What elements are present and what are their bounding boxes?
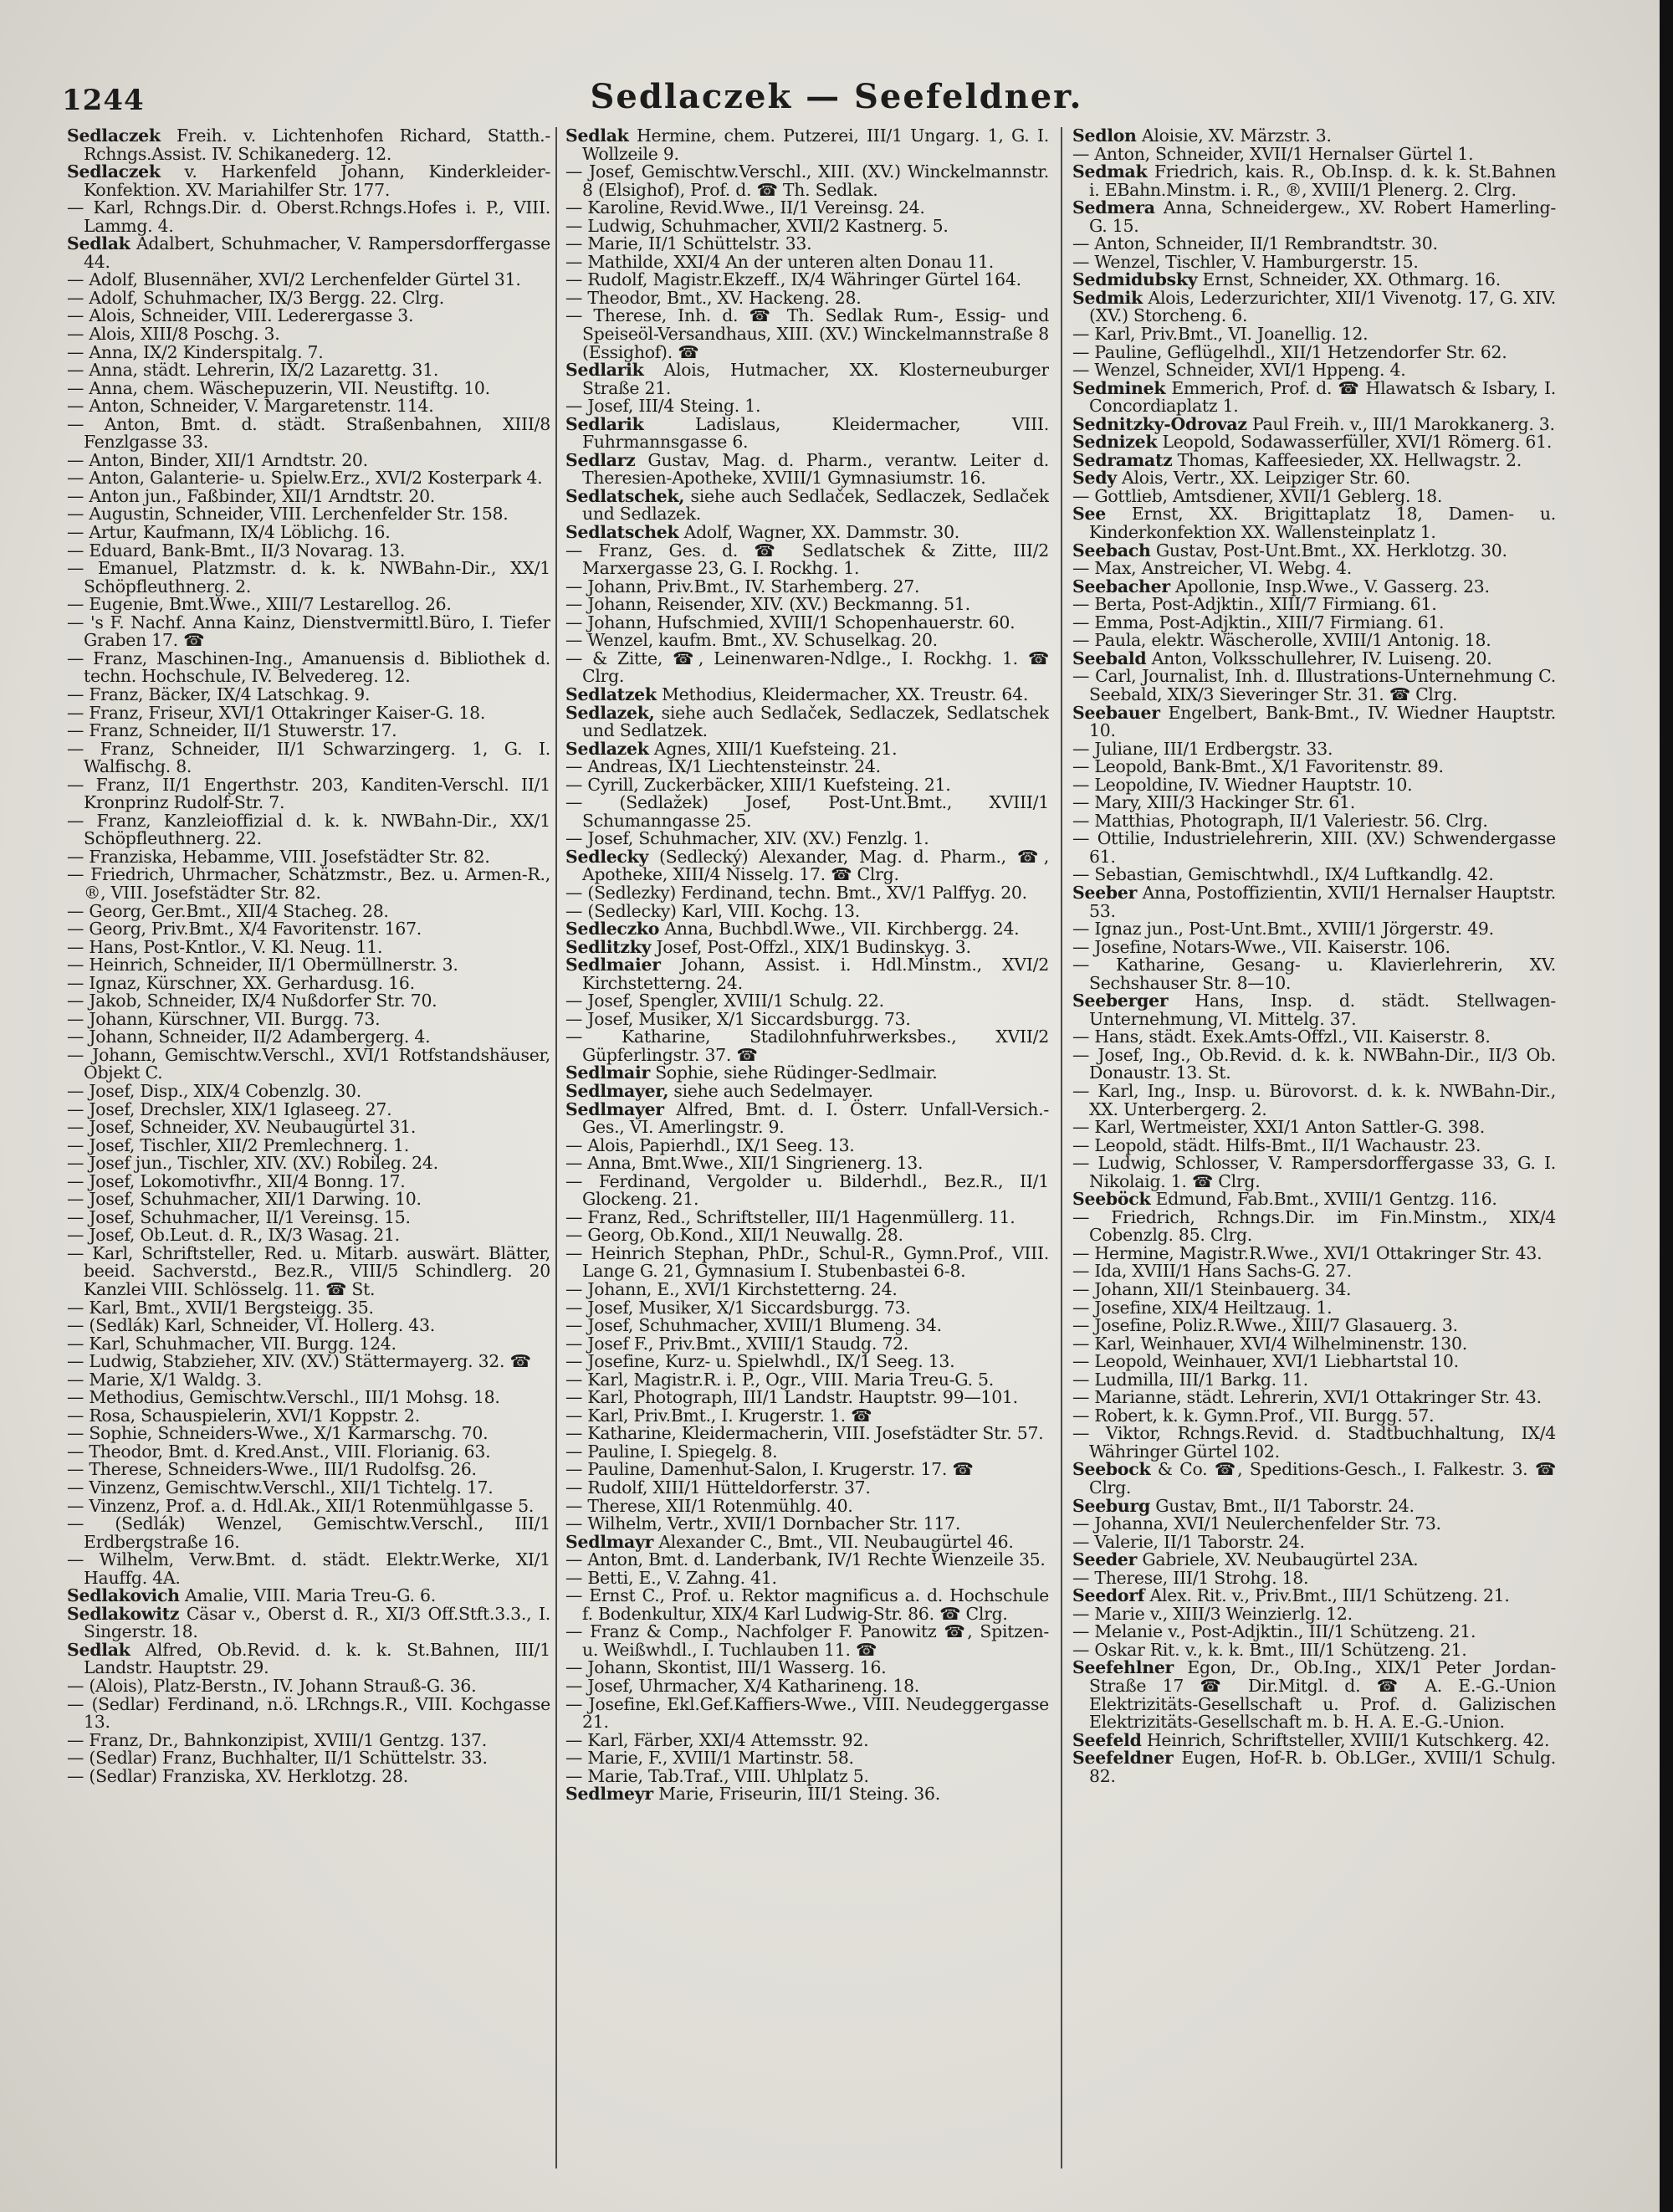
entry-headword: Sedlakowitz bbox=[67, 1603, 180, 1624]
directory-entry: — Ludmilla, III/1 Barkg. 11. bbox=[1072, 1369, 1308, 1390]
directory-entry: — Josefine, XIX/4 Heiltzaug. 1. bbox=[1072, 1297, 1333, 1318]
directory-entry: — Heinrich, Schneider, II/1 Obermüllnerstr. 3. bbox=[67, 955, 458, 975]
directory-entry: — Franz, Bäcker, IX/4 Latschkag. 9. bbox=[67, 684, 371, 704]
directory-entry: — Karl, Weinhauer, XVI/4 Wilhelminenstr. 130. bbox=[1072, 1333, 1467, 1354]
directory-entry: — Katharine, Kleidermacherin, VIII. Josefstädter Str. 57. bbox=[565, 1423, 1044, 1444]
directory-entry: Seebald Anton, Volksschullehrer, IV. Luiseng. 20. bbox=[1072, 648, 1492, 668]
directory-entry: — Heinrich Stephan, PhDr., Schul-R., Gymn.Prof., VIII. Lange G. 21, Gymnasium I. Stubenbastei 6-8. bbox=[565, 1242, 1049, 1282]
entry-headword: Seebock bbox=[1072, 1459, 1151, 1480]
directory-entry: — Juliane, III/1 Erdbergstr. 33. bbox=[1072, 738, 1333, 759]
directory-entry: — Georg, Priv.Bmt., X/4 Favoritenstr. 167. bbox=[67, 919, 422, 940]
directory-entry: Seebock & Co. ☎, Speditions-Gesch., I. Falkestr. 3. ☎ Clrg. bbox=[1072, 1459, 1556, 1498]
directory-entry: Seeberger Hans, Insp. d. städt. Stellwagen-Unternehmung, VI. Mittelg. 37. bbox=[1072, 991, 1556, 1029]
directory-entry: — Andreas, IX/1 Liechtensteinstr. 24. bbox=[565, 756, 881, 777]
entry-headword: Sedlmaier bbox=[565, 955, 661, 975]
directory-entry: — Anton, Schneider, II/1 Rembrandtstr. 30. bbox=[1072, 233, 1438, 254]
directory-entry: — Josef, Uhrmacher, X/4 Katharineng. 18. bbox=[565, 1676, 920, 1697]
directory-entry: — Leopold, Bank-Bmt., X/1 Favoritenstr. 89. bbox=[1072, 756, 1444, 777]
directory-entry: Sedlakowitz Cäsar v., Oberst d. R., XI/3 Off.Stft.3.3., I. Singerstr. 18. bbox=[67, 1603, 550, 1642]
directory-entry: Sedlaczek Freih. v. Lichtenhofen Richard, Statth.-Rchngs.Assist. IV. Schikanederg. 12. bbox=[67, 127, 550, 164]
directory-entry: — Johann, Hufschmied, XVIII/1 Schopenhauerstr. 60. bbox=[565, 612, 1016, 632]
directory-entry: Sedlmeyr Marie, Friseurin, III/1 Steing. 36. bbox=[565, 1784, 940, 1805]
directory-entry: Sedlak Alfred, Ob.Revid. d. k. k. St.Bahnen, III/1 Landstr. Hauptstr. 29. bbox=[67, 1639, 550, 1678]
directory-entry: Sedlatschek Adolf, Wagner, XX. Dammstr. 30. bbox=[565, 522, 960, 543]
entry-headword: Sednitzky-Odrovaz bbox=[1072, 413, 1247, 434]
directory-entry: — Josef, Spengler, XVIII/1 Schulg. 22. bbox=[565, 991, 884, 1011]
directory-entry: — Adolf, Blusennäher, XVI/2 Lerchenfelder Gürtel 31. bbox=[67, 269, 521, 290]
directory-entry: — Johanna, XVI/1 Neulerchenfelder Str. 73. bbox=[1072, 1513, 1441, 1534]
directory-entry: Sedlak Hermine, chem. Putzerei, III/1 Ungarg. 1, G. I. Wollzeile 9. bbox=[565, 127, 1049, 164]
directory-entry: — Anton, Binder, XII/1 Arndtstr. 20. bbox=[67, 449, 368, 470]
directory-entry: See Ernst, XX. Brigittaplatz 18, Damen- u. Kinderkonfektion XX. Wallensteinplatz 1. bbox=[1072, 504, 1556, 543]
entry-headword: Sedleczko bbox=[565, 919, 660, 940]
directory-entry: — Josef, III/4 Steing. 1. bbox=[565, 396, 761, 417]
directory-entry: — Johann, Schneider, II/2 Adambergerg. 4. bbox=[67, 1027, 431, 1047]
directory-entry: — Ernst C., Prof. u. Rektor magnificus a. d. Hochschule f. Bodenkultur, XIX/4 Karl Ludwig-Str. 86. ☎ Clrg. bbox=[565, 1585, 1049, 1624]
directory-entry: — Franziska, Hebamme, VIII. Josefstädter Str. 82. bbox=[67, 846, 490, 867]
directory-entry: — Anton jun., Faßbinder, XII/1 Arndtstr. 20. bbox=[67, 485, 436, 506]
directory-entry: — Josef, Schuhmacher, XVIII/1 Blumeng. 34. bbox=[565, 1315, 942, 1336]
directory-entry: — Josef, Drechsler, XIX/1 Iglaseeg. 27. bbox=[67, 1098, 392, 1119]
column-divider bbox=[555, 127, 557, 2168]
directory-entry: Sedlmair Sophie, siehe Rüdinger-Sedlmair. bbox=[565, 1062, 938, 1083]
entry-column-right bbox=[1072, 127, 1556, 2185]
directory-entry: Seefehlner Egon, Dr., Ob.Ing., XIX/1 Peter Jordan-Straße 17 ☎ Dir.Mitgl. d. ☎ A. E.-G.-Union Elektrizitäts-Gesellschaft u. Prof. d. Galizischen Elektrizitäts-Gesellschaft m. b. H. A. E.-G.-Union. bbox=[1072, 1657, 1556, 1733]
directory-entry: — Hans, städt. Exek.Amts-Offzl., VII. Kaiserstr. 8. bbox=[1072, 1027, 1491, 1047]
directory-entry: Seebacher Apollonie, Insp.Wwe., V. Gasserg. 23. bbox=[1072, 576, 1490, 597]
directory-entry: Seeber Anna, Postoffizientin, XVII/1 Hernalser Hauptstr. 53. bbox=[1072, 882, 1556, 921]
directory-entry: — Friedrich, Uhrmacher, Schätzmstr., Bez. u. Armen-R., ®, VIII. Josefstädter Str. 82. bbox=[67, 864, 550, 903]
directory-entry: — Wenzel, Schneider, XVI/1 Hppeng. 4. bbox=[1072, 360, 1406, 381]
directory-entry: — Josef, Schuhmacher, XII/1 Darwing. 10. bbox=[67, 1189, 422, 1210]
directory-entry: — Josef, Schuhmacher, XIV. (XV.) Fenzlg. 1. bbox=[565, 828, 929, 849]
directory-entry: — Robert, k. k. Gymn.Prof., VII. Burgg. 57. bbox=[1072, 1405, 1435, 1426]
entry-headword: Seeder bbox=[1072, 1549, 1138, 1570]
directory-entry: — Georg, Ger.Bmt., XII/4 Stacheg. 28. bbox=[67, 900, 389, 921]
directory-entry: Sedy Alois, Vertr., XX. Leipziger Str. 60. bbox=[1072, 468, 1410, 489]
directory-entry: — Anna, chem. Wäschepuzerin, VII. Neustiftg. 10. bbox=[67, 377, 490, 398]
entry-headword: Seeber bbox=[1072, 882, 1138, 903]
directory-entry: — Anna, Bmt.Wwe., XII/1 Singrienerg. 13. bbox=[565, 1153, 923, 1174]
entry-headword: Sedlazek, bbox=[565, 702, 655, 723]
directory-entry: — Wilhelm, Verw.Bmt. d. städt. Elektr.Werke, XI/1 Hauffg. 4A. bbox=[67, 1549, 550, 1588]
entry-headword: Sedlatschek bbox=[565, 522, 679, 543]
directory-entry: — Josef, Tischler, XII/2 Premlechnerg. 1. bbox=[67, 1134, 409, 1155]
directory-entry: — (Sedlecky) Karl, VIII. Kochg. 13. bbox=[565, 900, 860, 921]
directory-entry: — Karl, Schriftsteller, Red. u. Mitarb. auswärt. Blätter, beeid. Sachverstd., Bez.R., VIII/5 Schindlerg. 20 Kanzlei VIII. Schlösselg. 11. ☎ St. bbox=[67, 1242, 550, 1299]
directory-entry: — Gottlieb, Amtsdiener, XVII/1 Geblerg. 18. bbox=[1072, 485, 1443, 506]
entry-headword: Sedlatschek, bbox=[565, 485, 685, 506]
directory-entry: — Carl, Journalist, Inh. d. Illustrations-Unternehmung C. Seebald, XIX/3 Sieveringer Str. 31. ☎ Clrg. bbox=[1072, 666, 1556, 704]
directory-entry: — Therese, Schneiders-Wwe., III/1 Rudolfsg. 26. bbox=[67, 1459, 477, 1480]
directory-entry: — Pauline, I. Spiegelg. 8. bbox=[565, 1441, 778, 1462]
directory-entry: — Mathilde, XXI/4 An der unteren alten Donau 11. bbox=[565, 251, 994, 272]
directory-entry: Sedlitzky Josef, Post-Offzl., XIX/1 Budinskyg. 3. bbox=[565, 936, 971, 957]
directory-entry: — Franz, Ges. d. ☎ Sedlatschek & Zitte, III/2 Marxergasse 23, G. I. Rockhg. 1. bbox=[565, 540, 1049, 579]
entry-headword: Sedmera bbox=[1072, 197, 1155, 218]
directory-entry: — Johann, Priv.Bmt., IV. Starhemberg. 27. bbox=[565, 576, 920, 597]
directory-entry: — Artur, Kaufmann, IX/4 Löblichg. 16. bbox=[67, 522, 391, 543]
entry-headword: See bbox=[1072, 504, 1106, 525]
directory-entry: — Viktor, Rchngs.Revid. d. Stadtbuchhaltung, IX/4 Währinger Gürtel 102. bbox=[1072, 1423, 1556, 1462]
column-divider bbox=[1061, 127, 1062, 2168]
directory-entry: — Sophie, Schneiders-Wwe., X/1 Karmarschg. 70. bbox=[67, 1423, 489, 1444]
entry-headword: Sedmak bbox=[1072, 161, 1148, 182]
directory-entry: — Josef, Schuhmacher, II/1 Vereinsg. 15. bbox=[67, 1206, 411, 1227]
entry-headword: Sedmik bbox=[1072, 287, 1143, 308]
entry-headword: Sednizek bbox=[1072, 432, 1158, 453]
directory-entry: — Karl, Priv.Bmt., VI. Joanellig. 12. bbox=[1072, 324, 1369, 345]
directory-entry: — Josef, Lokomotivfhr., XII/4 Bonng. 17. bbox=[67, 1170, 406, 1191]
directory-entry: — Alois, Schneider, VIII. Lederergasse 3. bbox=[67, 305, 414, 326]
directory-entry: Sednitzky-Odrovaz Paul Freih. v., III/1 Marokkanerg. 3. bbox=[1072, 413, 1555, 434]
entry-headword: Sedlatzek bbox=[565, 684, 657, 704]
directory-entry: — Franz, Maschinen-Ing., Amanuensis d. Bibliothek d. techn. Hochschule, IV. Belvedereg. 12. bbox=[67, 648, 550, 687]
entry-headword: Sedlaczek bbox=[67, 127, 161, 146]
entry-headword: Sedramatz bbox=[1072, 449, 1173, 470]
entry-headword: Sedlak bbox=[565, 127, 629, 146]
directory-entry: — Jakob, Schneider, IX/4 Nußdorfer Str. 70. bbox=[67, 991, 437, 1011]
directory-entry: — (Sedlar) Franziska, XV. Herklotzg. 28. bbox=[67, 1765, 408, 1786]
directory-entry: — Valerie, II/1 Taborstr. 24. bbox=[1072, 1531, 1305, 1552]
directory-entry: — Franz, Schneider, II/1 Schwarzingerg. 1, G. I. Walfischg. 8. bbox=[67, 738, 550, 777]
directory-entry: — Franz & Comp., Nachfolger F. Panowitz ☎, Spitzen- u. Weißwhdl., I. Tuchlauben 11. ☎ bbox=[565, 1621, 1049, 1660]
entry-headword: Seebach bbox=[1072, 540, 1151, 561]
directory-entry: Seebach Gustav, Post-Unt.Bmt., XX. Herklotzg. 30. bbox=[1072, 540, 1507, 561]
directory-entry: — Marie, F., XVIII/1 Martinstr. 58. bbox=[565, 1748, 854, 1769]
directory-entry: Sedlecky (Sedlecký) Alexander, Mag. d. Pharm., ☎, Apotheke, XIII/4 Nisselg. 17. ☎ Clrg. bbox=[565, 846, 1049, 885]
entry-headword: Seebacher bbox=[1072, 576, 1170, 597]
directory-entry: Sedlaczek v. Harkenfeld Johann, Kinderkleider-Konfektion. XV. Mariahilfer Str. 177. bbox=[67, 161, 550, 200]
scan-edge bbox=[1660, 0, 1673, 2212]
entry-headword: Seebald bbox=[1072, 648, 1147, 668]
directory-entry: — Ferdinand, Vergolder u. Bilderhdl., Bez.R., II/1 Glockeng. 21. bbox=[565, 1170, 1049, 1210]
directory-entry: — Rudolf, Magistr.Ekzeff., IX/4 Währinger Gürtel 164. bbox=[565, 269, 1021, 290]
entry-column-left bbox=[67, 127, 550, 2185]
directory-entry: — Josefine, Notars-Wwe., VII. Kaiserstr. 106. bbox=[1072, 936, 1450, 957]
entry-headword: Sedlmayer, bbox=[565, 1080, 669, 1101]
directory-entry: — Anna, IX/2 Kinderspitalg. 7. bbox=[67, 341, 324, 362]
directory-entry: — Franz, Schneider, II/1 Stuwerstr. 17. bbox=[67, 720, 397, 741]
directory-entry: — Wilhelm, Vertr., XVII/1 Dornbacher Str. 117. bbox=[565, 1513, 961, 1534]
directory-entry: — Leopold, Weinhauer, XVI/1 Liebhartstal 10. bbox=[1072, 1351, 1459, 1372]
directory-entry: — (Alois), Platz-Berstn., IV. Johann Strauß-G. 36. bbox=[67, 1676, 477, 1697]
directory-entry: — Josef jun., Tischler, XIV. (XV.) Robileg. 24. bbox=[67, 1153, 438, 1174]
directory-entry: — Marie, II/1 Schüttelstr. 33. bbox=[565, 233, 812, 254]
directory-entry: Sedmik Alois, Lederzurichter, XII/1 Vivenotg. 17, G. XIV. (XV.) Storcheng. 6. bbox=[1072, 287, 1556, 326]
directory-entry: Seefeldner Eugen, Hof-R. b. Ob.LGer., XVIII/1 Schulg. 82. bbox=[1072, 1748, 1556, 1786]
directory-entry: — Johann, Reisender, XIV. (XV.) Beckmanng. 51. bbox=[565, 594, 970, 615]
directory-entry: — Wenzel, kaufm. Bmt., XV. Schuselkag. 20. bbox=[565, 630, 938, 651]
directory-entry: — Anton, Bmt. d. Landerbank, IV/1 Rechte Wienzeile 35. bbox=[565, 1549, 1046, 1570]
directory-entry: — Anton, Bmt. d. städt. Straßenbahnen, XIII/8 Fenzlgasse 33. bbox=[67, 413, 550, 453]
directory-entry: — Josef, Disp., XIX/4 Cobenzlg. 30. bbox=[67, 1080, 361, 1101]
directory-entry: — Karl, Wertmeister, XXI/1 Anton Sattler-G. 398. bbox=[1072, 1117, 1485, 1138]
entry-headword: Seefehlner bbox=[1072, 1657, 1174, 1678]
directory-entry: — Alois, XIII/8 Poschg. 3. bbox=[67, 324, 280, 345]
entry-headword: Seebauer bbox=[1072, 702, 1160, 723]
directory-entry: — Alois, Papierhdl., IX/1 Seeg. 13. bbox=[565, 1134, 855, 1155]
entry-headword: Sedy bbox=[1072, 468, 1117, 489]
directory-entry: Seeburg Gustav, Bmt., II/1 Taborstr. 24. bbox=[1072, 1495, 1415, 1516]
directory-entry: — Franz, Red., Schriftsteller, III/1 Hagenmüllerg. 11. bbox=[565, 1206, 1016, 1227]
directory-entry: — Karl, Färber, XXI/4 Attemsstr. 92. bbox=[565, 1729, 869, 1750]
directory-entry: — Karl, Ing., Insp. u. Bürovorst. d. k. k. NWBahn-Dir., XX. Unterbergerg. 2. bbox=[1072, 1080, 1556, 1119]
directory-entry: Sedlazek Agnes, XIII/1 Kuefsteing. 21. bbox=[565, 738, 898, 759]
directory-entry: — Katharine, Gesang- u. Klavierlehrerin, XV. Sechshauser Str. 8—10. bbox=[1072, 955, 1556, 993]
directory-entry: Sedmak Friedrich, kais. R., Ob.Insp. d. k. k. St.Bahnen i. EBahn.Minstm. i. R., ®, XVIII/1 Plenerg. 2. Clrg. bbox=[1072, 161, 1556, 200]
entry-headword: Sedlon bbox=[1072, 127, 1137, 146]
directory-entry: — Paula, elektr. Wäscherolle, XVIII/1 Antonig. 18. bbox=[1072, 630, 1491, 651]
entry-headword: Sedlak bbox=[67, 233, 130, 254]
directory-entry: — Anton, Galanterie- u. Spielw.Erz., XVI/2 Kosterpark 4. bbox=[67, 468, 543, 489]
entry-headword: Sedlmeyr bbox=[565, 1784, 653, 1805]
directory-entry: — Hans, Post-Kntlor., V. Kl. Neug. 11. bbox=[67, 936, 383, 957]
directory-entry: Sedlmayer, siehe auch Sedelmayer. bbox=[565, 1080, 873, 1101]
directory-entry: — Josef, Musiker, X/1 Siccardsburgg. 73. bbox=[565, 1008, 911, 1029]
directory-entry: Sedlakovich Amalie, VIII. Maria Treu-G. 6. bbox=[67, 1585, 436, 1606]
directory-entry: — Pauline, Damenhut-Salon, I. Krugerstr. 17. ☎ bbox=[565, 1459, 974, 1480]
directory-entry: — Georg, Ob.Kond., XII/1 Neuwallg. 28. bbox=[565, 1225, 903, 1246]
directory-entry: — Rosa, Schauspielerin, XVI/1 Koppstr. 2. bbox=[67, 1405, 420, 1426]
directory-entry: — Berta, Post-Adjktin., XIII/7 Firmiang. 61. bbox=[1072, 594, 1437, 615]
directory-entry: — Eduard, Bank-Bmt., II/3 Novarag. 13. bbox=[67, 540, 406, 561]
directory-entry: — Friedrich, Rchngs.Dir. im Fin.Minstm., XIX/4 Cobenzlg. 85. Clrg. bbox=[1072, 1206, 1556, 1246]
directory-entry: — Franz, Kanzleioffizial d. k. k. NWBahn-Dir., XX/1 Schöpfleuthnerg. 22. bbox=[67, 810, 550, 849]
directory-entry: — Marie v., XIII/3 Weinzierlg. 12. bbox=[1072, 1603, 1353, 1624]
directory-entry: — (Sedlažek) Josef, Post-Unt.Bmt., XVIII/1 Schumanngasse 25. bbox=[565, 792, 1049, 831]
directory-entry: — Therese, Inh. d. ☎ Th. Sedlak Rum-, Essig- und Speiseöl-Versandhaus, XIII. (XV.) Winckelmannstraße 8 (Essighof). ☎ bbox=[565, 305, 1049, 362]
directory-entry: — Anton, Schneider, V. Margaretenstr. 114. bbox=[67, 396, 434, 417]
directory-entry: — Franz, Dr., Bahnkonzipist, XVIII/1 Gentzg. 137. bbox=[67, 1729, 488, 1750]
directory-entry: Seeböck Edmund, Fab.Bmt., XVIII/1 Gentzg. 116. bbox=[1072, 1189, 1497, 1210]
entry-headword: Seeburg bbox=[1072, 1495, 1151, 1516]
directory-entry: — Karl, Rchngs.Dir. d. Oberst.Rchngs.Hofes i. P., VIII. Lammg. 4. bbox=[67, 197, 550, 236]
directory-entry: Sedlmaier Johann, Assist. i. Hdl.Minstm., XVI/2 Kirchstetterng. 24. bbox=[565, 955, 1049, 993]
directory-entry: — Augustin, Schneider, VIII. Lerchenfelder Str. 158. bbox=[67, 504, 509, 525]
entry-headword: Sedlarik bbox=[565, 413, 644, 434]
directory-entry: — Josefine, Poliz.R.Wwe., XIII/7 Glasauerg. 3. bbox=[1072, 1315, 1458, 1336]
entry-headword: Seeböck bbox=[1072, 1189, 1151, 1210]
entry-headword: Seedorf bbox=[1072, 1585, 1145, 1606]
directory-entry: — Wenzel, Tischler, V. Hamburgerstr. 15. bbox=[1072, 251, 1419, 272]
directory-entry: Sedlazek, siehe auch Sedlaček, Sedlaczek, Sedlatschek und Sedlatzek. bbox=[565, 702, 1049, 741]
directory-entry: Seefeld Heinrich, Schriftsteller, XVIII/1 Kutschkerg. 42. bbox=[1072, 1729, 1550, 1750]
directory-entry: — Karoline, Revid.Wwe., II/1 Vereinsg. 24. bbox=[565, 197, 925, 218]
directory-entry: — Katharine, Stadilohnfuhrwerksbes., XVII/2 Güpferlingstr. 37. ☎ bbox=[565, 1027, 1049, 1065]
entry-headword: Sedlak bbox=[67, 1639, 130, 1660]
directory-entry: — Johann, E., XVI/1 Kirchstetterng. 24. bbox=[565, 1279, 898, 1299]
directory-entry: — Emma, Post-Adjktin., XIII/7 Firmiang. 61. bbox=[1072, 612, 1445, 632]
entry-headword: Sedlitzky bbox=[565, 936, 652, 957]
directory-entry: — Rudolf, XIII/1 Hütteldorferstr. 37. bbox=[565, 1477, 871, 1498]
directory-entry: — Mary, XIII/3 Hackinger Str. 61. bbox=[1072, 792, 1355, 813]
directory-entry: — (Sedlar) Franz, Buchhalter, II/1 Schüttelstr. 33. bbox=[67, 1748, 488, 1769]
directory-entry: — Therese, XII/1 Rotenmühlg. 40. bbox=[565, 1495, 853, 1516]
directory-entry: — Sebastian, Gemischtwhdl., IX/4 Luftkandlg. 42. bbox=[1072, 864, 1494, 885]
directory-entry: Sedlarz Gustav, Mag. d. Pharm., verantw. Leiter d. Theresien-Apotheke, XVIII/1 Gymnasiumstr. 16. bbox=[565, 449, 1049, 489]
directory-entry: Sednizek Leopold, Sodawasserfüller, XVI/1 Römerg. 61. bbox=[1072, 432, 1553, 453]
directory-entry: — Vinzenz, Gemischtw.Verschl., XII/1 Tichtelg. 17. bbox=[67, 1477, 494, 1498]
directory-entry: — Josef, Musiker, X/1 Siccardsburgg. 73. bbox=[565, 1297, 911, 1318]
running-head: Sedlaczek — Seefeldner. bbox=[590, 77, 1083, 116]
directory-entry: — Ludwig, Schlosser, V. Rampersdorffergasse 33, G. I. Nikolaig. 1. ☎ Clrg. bbox=[1072, 1153, 1556, 1191]
entry-headword: Sedminek bbox=[1072, 377, 1166, 398]
directory-entry: Sedlmayer Alfred, Bmt. d. I. Österr. Unfall-Versich.-Ges., VI. Amerlingstr. 9. bbox=[565, 1098, 1049, 1138]
directory-entry: — (Sedlar) Ferdinand, n.ö. LRchngs.R., VIII. Kochgasse 13. bbox=[67, 1693, 550, 1733]
directory-entry: — Emanuel, Platzmstr. d. k. k. NWBahn-Dir., XX/1 Schöpfleuthnerg. 2. bbox=[67, 558, 550, 597]
directory-entry: — & Zitte, ☎, Leinenwaren-Ndlge., I. Rockhg. 1. ☎ Clrg. bbox=[565, 648, 1049, 687]
directory-entry: Sedmidubsky Ernst, Schneider, XX. Othmarg. 16. bbox=[1072, 269, 1501, 290]
directory-entry: — Marianne, städt. Lehrerin, XVI/1 Ottakringer Str. 43. bbox=[1072, 1387, 1542, 1408]
entry-headword: Sedlarz bbox=[565, 449, 636, 470]
page-number: 1244 bbox=[62, 84, 145, 117]
directory-entry: Seeder Gabriele, XV. Neubaugürtel 23A. bbox=[1072, 1549, 1419, 1570]
directory-entry: Sedlak Adalbert, Schuhmacher, V. Rampersdorffergasse 44. bbox=[67, 233, 550, 272]
directory-entry: — Adolf, Schuhmacher, IX/3 Bergg. 22. Clrg. bbox=[67, 287, 444, 308]
directory-entry: Seedorf Alex. Rit. v., Priv.Bmt., III/1 Schützeng. 21. bbox=[1072, 1585, 1510, 1606]
entry-headword: Sedlazek bbox=[565, 738, 649, 759]
directory-entry: Sedlmayr Alexander C., Bmt., VII. Neubaugürtel 46. bbox=[565, 1531, 1014, 1552]
directory-entry: Sedlatschek, siehe auch Sedlaček, Sedlaczek, Sedlaček und Sedlazek. bbox=[565, 485, 1049, 525]
directory-entry: — Vinzenz, Prof. a. d. Hdl.Ak., XII/1 Rotenmühlgasse 5. bbox=[67, 1495, 535, 1516]
entry-headword: Sedlarik bbox=[565, 360, 644, 381]
directory-entry: — Josef F., Priv.Bmt., XVIII/1 Staudg. 72. bbox=[565, 1333, 909, 1354]
entry-headword: Sedlakovich bbox=[67, 1585, 180, 1606]
directory-entry: — Ludwig, Stabzieher, XIV. (XV.) Stättermayerg. 32. ☎ bbox=[67, 1351, 531, 1372]
directory-entry: — Josef, Ob.Leut. d. R., IX/3 Wasag. 21. bbox=[67, 1225, 400, 1246]
entry-headword: Seefeld bbox=[1072, 1729, 1142, 1750]
directory-entry: — Eugenie, Bmt.Wwe., XIII/7 Lestarellog. 26. bbox=[67, 594, 452, 615]
entry-headword: Seeberger bbox=[1072, 991, 1169, 1011]
directory-entry: — Franz, Friseur, XVI/1 Ottakringer Kaiser-G. 18. bbox=[67, 702, 486, 723]
directory-entry: Sedminek Emmerich, Prof. d. ☎ Hlawatsch & Isbary, I. Concordiaplatz 1. bbox=[1072, 377, 1556, 417]
directory-entry: — Karl, Photograph, III/1 Landstr. Hauptstr. 99—101. bbox=[565, 1387, 1018, 1408]
directory-entry: — (Sedlák) Karl, Schneider, VI. Hollerg. 43. bbox=[67, 1315, 435, 1336]
directory-entry: — Pauline, Geflügelhdl., XII/1 Hetzendorfer Str. 62. bbox=[1072, 341, 1507, 362]
directory-entry: — Josef, Gemischtw.Verschl., XIII. (XV.) Winckelmannstr. 8 (Elsighof), Prof. d. ☎ Th. Sedlak. bbox=[565, 161, 1049, 200]
directory-entry: — 's F. Nachf. Anna Kainz, Dienstvermittl.Büro, I. Tiefer Graben 17. ☎ bbox=[67, 612, 550, 651]
directory-entry: — Josef, Schneider, XV. Neubaugürtel 31. bbox=[67, 1117, 417, 1138]
entry-headword: Sedmidubsky bbox=[1072, 269, 1198, 290]
directory-entry: — (Sedlezky) Ferdinand, techn. Bmt., XV/1 Palffyg. 20. bbox=[565, 882, 1027, 903]
directory-entry: — Theodor, Bmt., XV. Hackeng. 28. bbox=[565, 287, 862, 308]
directory-entry: — Cyrill, Zuckerbäcker, XIII/1 Kuefsteing. 21. bbox=[565, 774, 951, 795]
directory-entry: — Karl, Bmt., XVII/1 Bergsteigg. 35. bbox=[67, 1297, 374, 1318]
directory-entry: — Josef, Ing., Ob.Revid. d. k. k. NWBahn-Dir., II/3 Ob. Donaustr. 13. St. bbox=[1072, 1044, 1556, 1083]
directory-entry: Sedleczko Anna, Buchbdl.Wwe., VII. Kirchbergg. 24. bbox=[565, 919, 1020, 940]
directory-entry: — Leopoldine, IV. Wiedner Hauptstr. 10. bbox=[1072, 774, 1413, 795]
directory-entry: — Ida, XVIII/1 Hans Sachs-G. 27. bbox=[1072, 1261, 1352, 1282]
entry-headword: Seefeldner bbox=[1072, 1748, 1174, 1769]
directory-entry: — Matthias, Photograph, II/1 Valeriestr. 56. Clrg. bbox=[1072, 810, 1488, 831]
entry-column-middle bbox=[565, 127, 1049, 2185]
directory-entry: Sedlarik Ladislaus, Kleidermacher, VIII. Fuhrmannsgasse 6. bbox=[565, 413, 1049, 453]
directory-entry: — Anton, Schneider, XVII/1 Hernalser Gürtel 1. bbox=[1072, 143, 1474, 164]
directory-entry: — Marie, Tab.Traf., VIII. Uhlplatz 5. bbox=[565, 1765, 869, 1786]
directory-entry: Sedlarik Alois, Hutmacher, XX. Klosterneuburger Straße 21. bbox=[565, 360, 1049, 398]
directory-entry: — Ignaz jun., Post-Unt.Bmt., XVIII/1 Jörgerstr. 49. bbox=[1072, 919, 1494, 940]
directory-entry: — Josefine, Ekl.Gef.Kaffiers-Wwe., VIII. Neudeggergasse 21. bbox=[565, 1693, 1049, 1733]
directory-entry: — Hermine, Magistr.R.Wwe., XVI/1 Ottakringer Str. 43. bbox=[1072, 1242, 1543, 1263]
directory-entry: Sedlon Aloisie, XV. Märzstr. 3. bbox=[1072, 127, 1332, 146]
entry-headword: Sedlmair bbox=[565, 1062, 650, 1083]
directory-entry: — Johann, Kürschner, VII. Burgg. 73. bbox=[67, 1008, 381, 1029]
directory-entry: Sedmera Anna, Schneidergew., XV. Robert Hamerling-G. 15. bbox=[1072, 197, 1556, 236]
entry-headword: Sedlmayr bbox=[565, 1531, 654, 1552]
directory-entry: — Marie, X/1 Waldg. 3. bbox=[67, 1369, 262, 1390]
entry-headword: Sedlaczek bbox=[67, 161, 161, 182]
directory-entry: — Karl, Schuhmacher, VII. Burgg. 124. bbox=[67, 1333, 397, 1354]
entry-headword: Sedlmayer bbox=[565, 1098, 664, 1119]
directory-entry: — Josefine, Kurz- u. Spielwhdl., IX/1 Seeg. 13. bbox=[565, 1351, 955, 1372]
directory-entry: — Johann, XII/1 Steinbauerg. 34. bbox=[1072, 1279, 1352, 1299]
directory-entry: — Melanie v., Post-Adjktin., III/1 Schützeng. 21. bbox=[1072, 1621, 1476, 1642]
directory-entry: — Franz, II/1 Engerthstr. 203, Kanditen-Verschl. II/1 Kronprinz Rudolf-Str. 7. bbox=[67, 774, 550, 813]
directory-entry: — Max, Anstreicher, VI. Webg. 4. bbox=[1072, 558, 1352, 579]
directory-entry: — Leopold, städt. Hilfs-Bmt., II/1 Wachaustr. 23. bbox=[1072, 1134, 1481, 1155]
directory-entry: — Ottilie, Industrielehrerin, XIII. (XV.) Schwendergasse 61. bbox=[1072, 828, 1556, 867]
directory-entry: — (Sedlák) Wenzel, Gemischtw.Verschl., III/1 Erdbergstraße 16. bbox=[67, 1513, 550, 1552]
directory-entry: — Johann, Gemischtw.Verschl., XVI/1 Rotfstandshäuser, Objekt C. bbox=[67, 1044, 550, 1083]
directory-entry: — Betti, E., V. Zahng. 41. bbox=[565, 1567, 777, 1588]
directory-entry: — Johann, Skontist, III/1 Wasserg. 16. bbox=[565, 1657, 887, 1678]
directory-entry: Seebauer Engelbert, Bank-Bmt., IV. Wiedner Hauptstr. 10. bbox=[1072, 702, 1556, 741]
directory-entry: — Anna, städt. Lehrerin, IX/2 Lazarettg. 31. bbox=[67, 360, 439, 381]
directory-entry: — Karl, Priv.Bmt., I. Krugerstr. 1. ☎ bbox=[565, 1405, 872, 1426]
directory-entry: — Methodius, Gemischtw.Verschl., III/1 Mohsg. 18. bbox=[67, 1387, 500, 1408]
entry-headword: Sedlecky bbox=[565, 846, 649, 867]
directory-entry: — Oskar Rit. v., k. k. Bmt., III/1 Schützeng. 21. bbox=[1072, 1639, 1467, 1660]
directory-entry: — Therese, III/1 Strohg. 18. bbox=[1072, 1567, 1309, 1588]
directory-entry: — Theodor, Bmt. d. Kred.Anst., VIII. Florianig. 63. bbox=[67, 1441, 491, 1462]
directory-entry: — Ignaz, Kürschner, XX. Gerhardusg. 16. bbox=[67, 972, 415, 993]
directory-entry: — Ludwig, Schuhmacher, XVII/2 Kastnerg. 5. bbox=[565, 215, 949, 236]
directory-entry: Sedramatz Thomas, Kaffeesieder, XX. Hellwagstr. 2. bbox=[1072, 449, 1522, 470]
directory-entry: — Karl, Magistr.R. i. P., Ogr., VIII. Maria Treu-G. 5. bbox=[565, 1369, 995, 1390]
directory-entry: Sedlatzek Methodius, Kleidermacher, XX. Treustr. 64. bbox=[565, 684, 1029, 704]
